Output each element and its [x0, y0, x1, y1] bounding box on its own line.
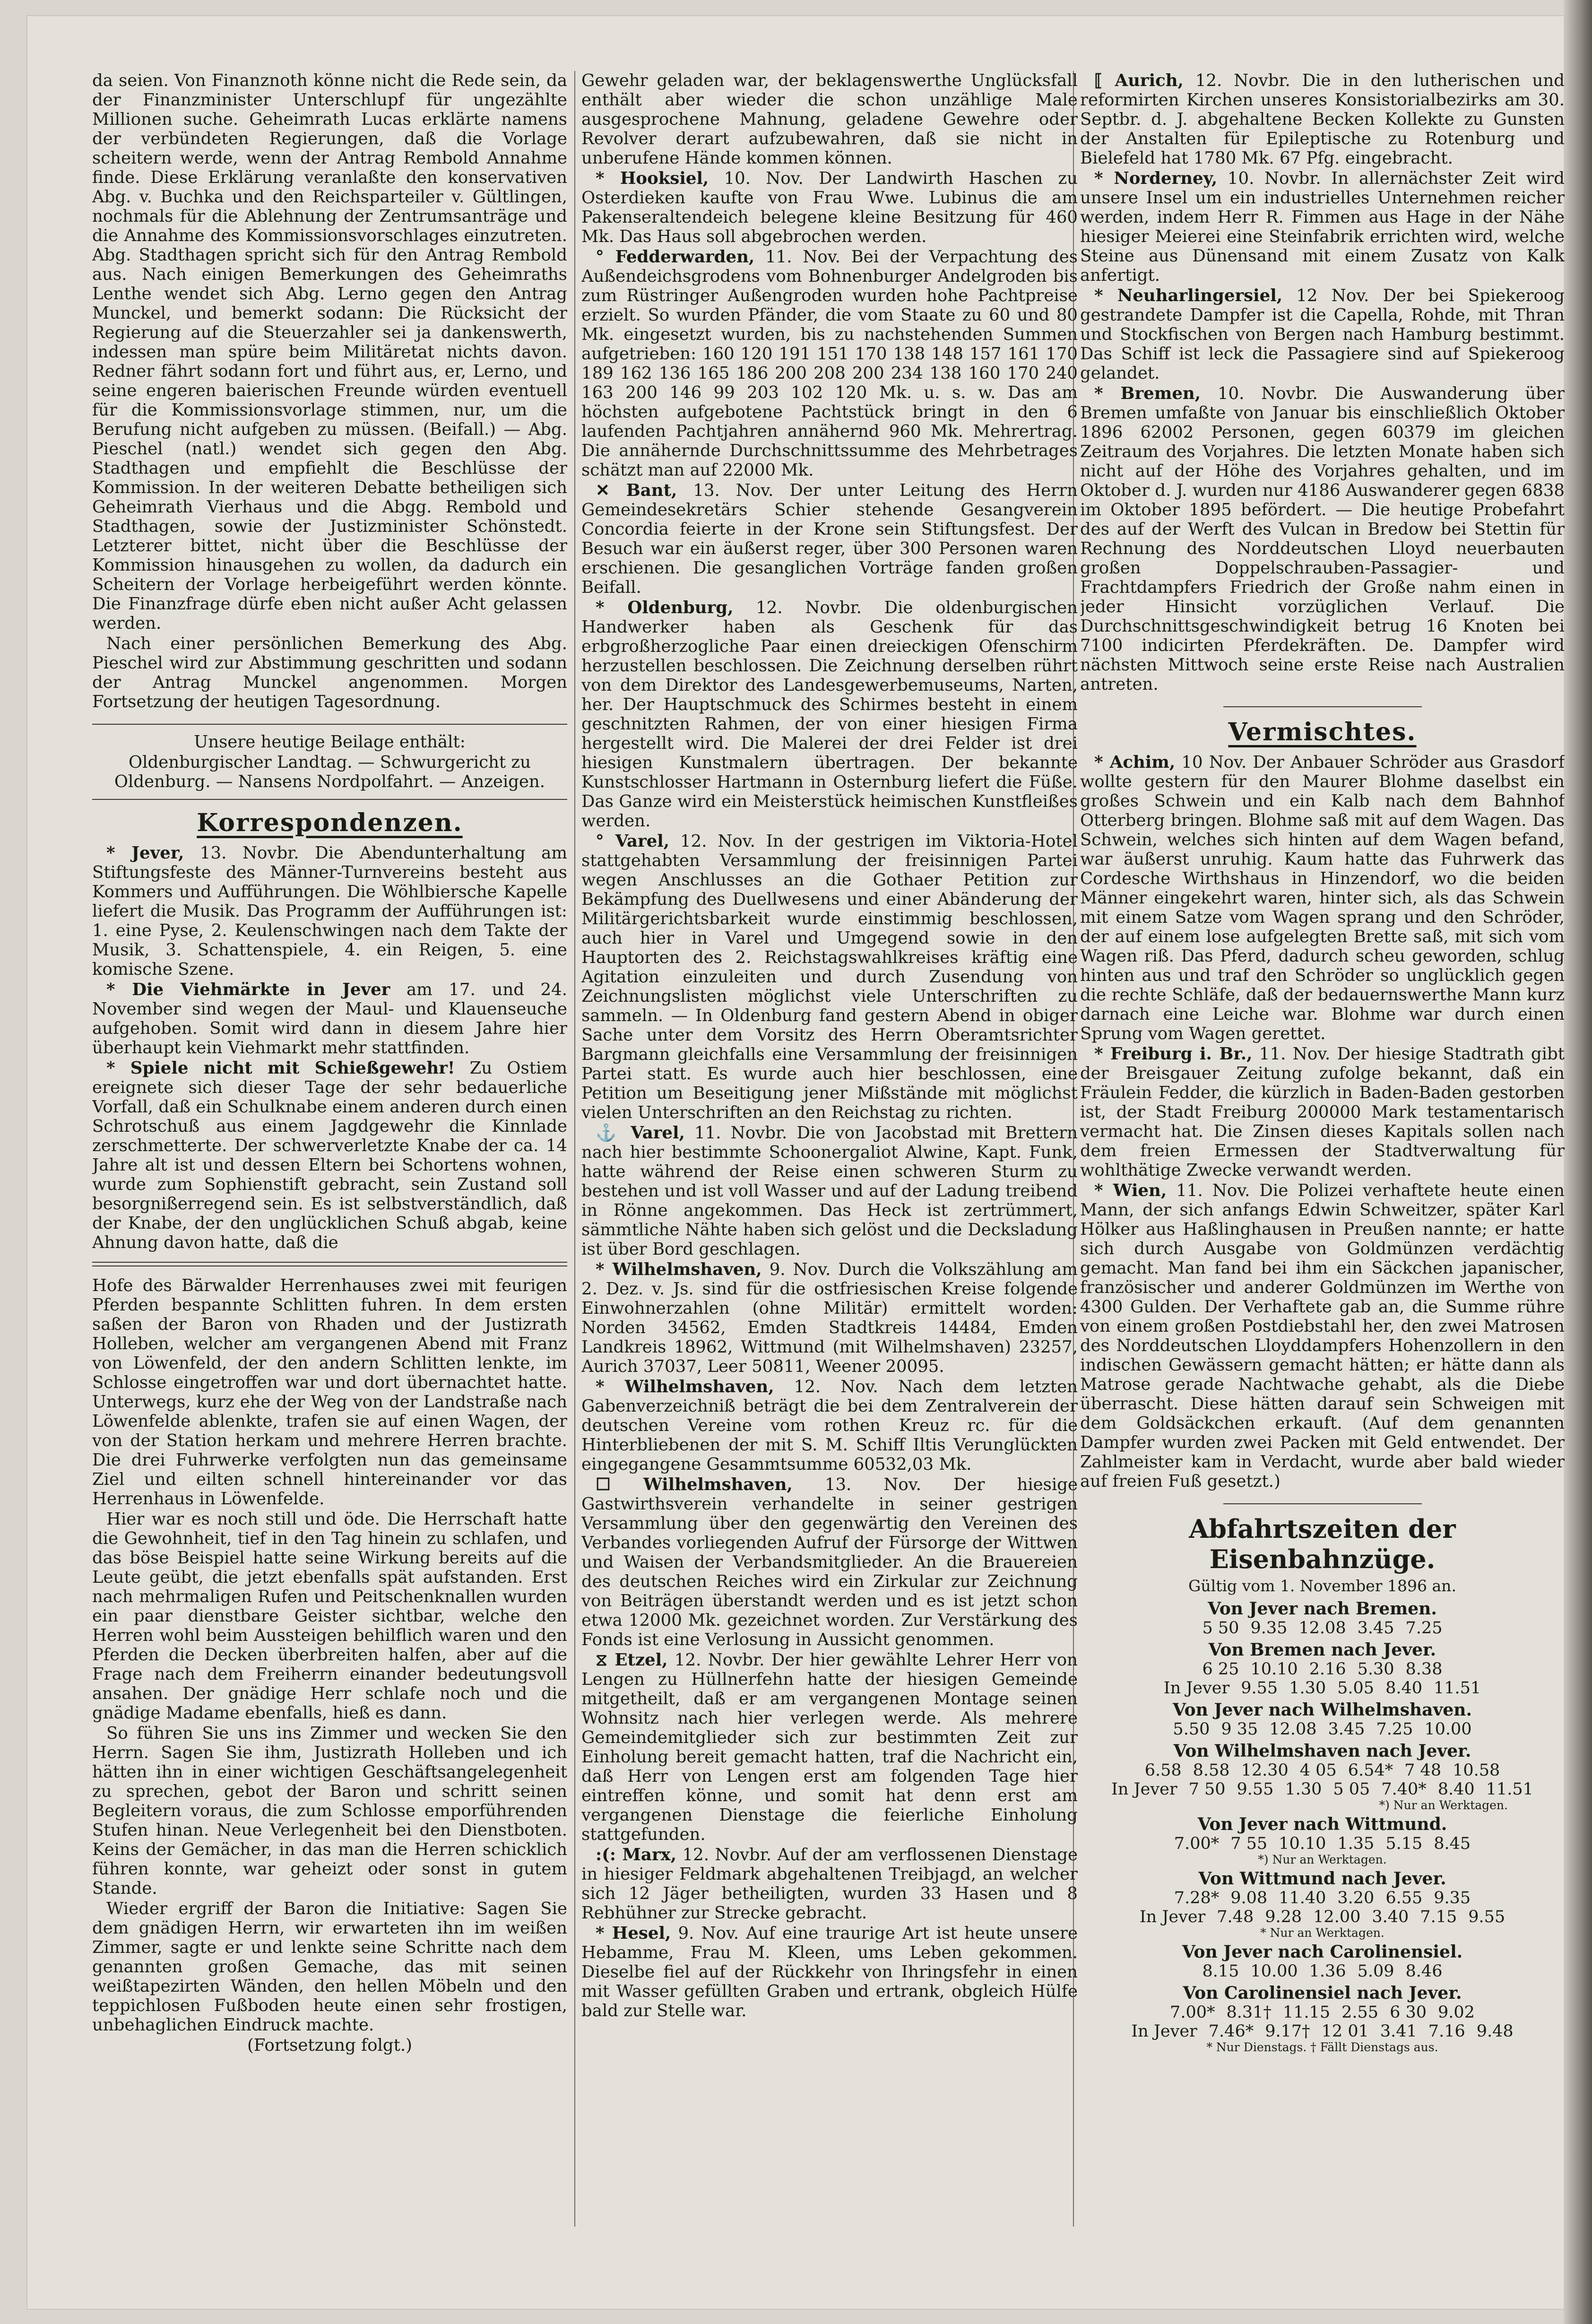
article-text: Gewehr geladen war, der beklagenswerthe Unglücksfall enthält aber wieder die schon unzählige Male ausgesprochene Mahnung, geladene Gewehre oder Revolver derart aufzubewahren, daß sie nicht in unberufene Hände kommen können. [581, 71, 1078, 168]
time-cell: In Jever [1139, 1908, 1206, 1926]
timetable-row [1080, 2022, 1565, 2041]
timetable-row [1080, 1889, 1565, 1908]
section-heading: Korrespondenzen. [197, 808, 463, 837]
route-heading: Von Jever nach Carolinensiel. [1182, 1942, 1463, 1962]
article-text: 12. Novbr. Auf der am verflossenen Dienstage in hiesiger Feldmark abgehaltenen Treibjagd, an welcher sich 12 Jäger betheiligten, wurden 33 Hasen und 8 Rebhühner zur Strecke gebracht. [581, 1845, 1078, 1923]
dateline: * Hesel, [596, 1924, 671, 1943]
timetable-title: Abfahrtszeiten der Eisenbahnzüge. [1189, 1514, 1456, 1574]
article-text: Nach einer persönlichen Bemerkung des Abg. Pieschel wird zur Abstimmung geschritten und sodann der Antrag Munckel angenommen. Morgen Fortsetzung der heutigen Tagesordnung. [92, 634, 567, 711]
article-text: 12. Novbr. Die in den lutherischen und reformirten Kirchen unseres Konsistorialbezirks am 30. Septbr. d. J. abgehaltene Becken Kollekte zu Gunsten der Anstalten für Epileptische zu Rotenburg und Bielefeld hat 1780 Mk. 67 Pfg. eingebracht. [1080, 71, 1565, 168]
time-cell: 10.10 [1250, 1660, 1298, 1679]
dateline: * Oldenburg, [596, 598, 734, 617]
dateline: ⧖ Etzel, [596, 1650, 668, 1670]
dateline: * Spiele nicht mit Schießgewehr! [106, 1058, 455, 1078]
article-text: 10. Novbr. In allernächster Zeit wird unsere Insel um ein industrielles Unternehmen reicher werden, indem Herr R. Fimmen aus Hage in der Nähe hiesiger Meierei eine Steinfabrik errichten wird, welche Steine aus Dünensand mit einem Zusatz von Kalk anfertigt. [1080, 169, 1565, 285]
time-cell: 12.00 [1313, 1908, 1361, 1926]
time-cell: 8.40 [1437, 1780, 1475, 1799]
dateline: ° Fedderwarden, [596, 247, 755, 267]
time-cell: 3.20 [1337, 1889, 1375, 1908]
time-cell: 3.45 [1357, 1619, 1394, 1638]
article-text: 10. Novbr. Die Auswanderung über Bremen umfaßte von Januar bis einschließlich Oktober 1896 62002 Personen, gegen 60379 im gleichen Zeitraum des Vorjahres. Die letzten Monate haben sich nicht auf der Höhe des Vorjahres gehalten, und im Oktober d. J. wurden nur 4186 Auswanderer gegen 6838 im Oktober 1895 befördert. — Die heutige Probefahrt des auf der Werft des Vulcan in Bredow bei Stettin für Rechnung des Norddeutschen Lloyd neuerbauten großen Doppelschrauben-Passagier- und Frachtdampfers Friedrich der Große nahm einen in jeder Hinsicht vorzüglichen Verlauf. Die Durchschnittsgeschwindigkeit betrug 16 Knoten bei 7100 indicirten Pferdekräften. De. Dampfer wird nächsten Mittwoch seine erste Reise nach Australien antreten. [1080, 384, 1565, 694]
article-text: 13. Novbr. Die Abendunterhaltung am Stiftungsfeste des Männer-Turnvereins besteht aus Kommers und Aufführungen. Die Wöhlbiersche Kapelle liefert die Musik. Das Programm der Aufführungen ist: 1. eine Pyse, 2. Keulenschwingen nach dem Takte der Musik, 3. Schattenspiele, 4. ein Reigen, 5. eine komische Szene. [92, 843, 567, 979]
article-text: 11. Nov. Die Polizei verhaftete heute einen Mann, der sich anfangs Edwin Schweitzer, später Karl Hölker aus Haßlinghausen in Preußen nannte; er hatte sich durch Ausgabe von Goldmünzen verdächtig gemacht. Man fand bei ihm ein Säckchen japanischer, französischer und anderer Goldmünzen im Werthe von 4300 Gulden. Der Verhaftete gab an, die Summe rühre von einem großen Postdiebstahl her, den zwei Matrosen des Norddeutschen Lloyddampfers Hohenzollern in den indischen Gewässern gemacht hätten; er hätte dann als Matrose gerade Nachtwache gehabt, als die Diebe überrascht. Diese hätten darauf sein Schweigen mit dem Goldsäckchen erkauft. (Auf dem genannten Dampfer wurden zwei Packen mit Geld entwendet. Der Zahlmeister kam in Verdacht, wurde aber bald wieder auf freien Fuß gesetzt.) [1080, 1181, 1565, 1491]
time-cell: 11.15 [1282, 2003, 1331, 2022]
dateline: ° Varel, [596, 832, 670, 851]
time-cell: 7.46* [1208, 2022, 1254, 2041]
time-cell: In Jever [1163, 1679, 1230, 1698]
time-cell: 9.35 [1250, 1619, 1288, 1638]
time-cell: 12.08 [1269, 1720, 1317, 1739]
time-cell: 11.51 [1486, 1780, 1533, 1799]
time-cell: 4 05 [1299, 1761, 1337, 1780]
time-cell: 5 50 [1202, 1619, 1239, 1638]
timetable-footnote: * Nur Dienstags. † Fällt Dienstags aus. [1206, 2040, 1438, 2054]
time-cell: 7.16 [1428, 2022, 1465, 2041]
divider [92, 724, 567, 725]
time-cell: 9.17† [1265, 2022, 1310, 2041]
time-cell: 12.08 [1298, 1619, 1346, 1638]
time-cell: 9.35 [1434, 1889, 1471, 1908]
time-cell: 9.55 [1468, 1908, 1505, 1926]
time-cell: 10.10 [1279, 1834, 1326, 1853]
time-cell: 7.48 [1217, 1908, 1254, 1926]
time-cell: 1.36 [1309, 1962, 1346, 1981]
novel-text: Wieder ergriff der Baron die Initiative: Sagen Sie dem gnädigen Herrn, wir erwarteten ihn im weißen Zimmer, sagte er und lenkte seine Schritte nach dem genannten großen Gemache, das mit seinen weißtapezirten Wänden, den hellen Möbeln und den teppichlosen Fußboden heute einen sehr frostigen, unbehaglichen Eindruck machte. [92, 1899, 567, 2035]
dateline: ☐ Wilhelmshaven, [596, 1475, 793, 1494]
timetable-row [1080, 2003, 1565, 2022]
time-cell: 9.48 [1476, 2022, 1514, 2041]
time-cell: 5.09 [1357, 1962, 1394, 1981]
time-cell: 6.54* [1348, 1761, 1393, 1780]
article-text: 11. Nov. Bei der Verpachtung des Außendeichsgrodens vom Bohnenburger Andelgroden bis zum Rüstringer Außengroden wurden hohe Pachtpreise erzielt. So wurden Pfänder, die vom Staate zu 60 und 80 Mk. eingesetzt wurden, bis zu nachstehenden Summen aufgetrieben: 160 120 191 151 170 138 148 157 161 170 189 162 136 165 186 200 208 200 234 138 160 170 240 163 200 146 99 203 102 120 Mk. u. s. w. Das am höchsten aufgebotene Pachtstück bringt in den 6 laufenden Pachtjahren annähernd 960 Mk. Mehrertrag. Die annähernde Durchschnittssumme des Mehrbetrages schätzt man auf 22000 Mk. [581, 247, 1078, 480]
time-cell: 5.15 [1385, 1834, 1423, 1853]
time-cell: 10.58 [1453, 1761, 1500, 1780]
time-cell: 2.16 [1309, 1660, 1346, 1679]
time-cell: 7 55 [1230, 1834, 1268, 1853]
timetable-row [1080, 1761, 1565, 1780]
page-edge-shadow [1564, 0, 1592, 2324]
timetable-row [1080, 1908, 1565, 1926]
divider [1223, 706, 1422, 707]
route-heading: Von Jever nach Wittmund. [1197, 1814, 1447, 1834]
time-cell: 6.55 [1385, 1889, 1423, 1908]
time-cell: 11.51 [1434, 1679, 1481, 1698]
time-cell: 5.05 [1337, 1679, 1375, 1698]
time-cell: 8.31† [1226, 2003, 1272, 2022]
time-cell: 12 01 [1321, 2022, 1369, 2041]
article-text: 12. Novbr. Die oldenburgischen Handwerker haben als Geschenk für das erbgroßherzogliche Paar einen dreieckigen Ofenschirm herzustellen beschlossen. Die Zeichnung derselben rührt von dem Direktor des Landesgewerbemuseums, Narten, her. Der Hauptschmuck des Schirmes besteht in einem geschnitzten Rahmen, der von einer hiesigen Firma hergestellt wird. Die Malerei der drei Felder ist drei hiesigen Kunstmalern übertragen. Der bekannte Kunstschlosser Hartmann in Osternburg liefert die Füße. Das Ganze wird ein Meisterstück heimischen Kunstfleißes werden. [581, 598, 1078, 831]
dateline: ⚓ Varel, [596, 1123, 685, 1143]
route-heading: Von Wittmund nach Jever. [1198, 1869, 1446, 1889]
time-cell: 12.30 [1241, 1761, 1289, 1780]
timetable-footnote: *) Nur an Werktagen. [1258, 1853, 1387, 1866]
continuation-note: (Fortsetzung folgt.) [247, 2036, 413, 2055]
time-cell: 5 05 [1333, 1780, 1370, 1799]
section-heading: Vermischtes. [1228, 718, 1417, 746]
time-cell: 6 25 [1202, 1660, 1239, 1679]
route-heading: Von Wilhelmshaven nach Jever. [1173, 1741, 1471, 1761]
time-cell: 7.25 [1405, 1619, 1443, 1638]
route-heading: Von Carolinensiel nach Jever. [1183, 1983, 1462, 2003]
time-cell: 9.55 [1237, 1780, 1274, 1799]
column-1 [92, 71, 567, 2227]
article-text: 13. Nov. Der unter Leitung des Herrn Gemeindesekretärs Schier stehende Gesangverein Concordia feierte in der Krone sein Stiftungsfest. Der Besuch war ein äußerst reger, über 300 Personen waren erschienen. Die gesanglichen Vorträge fanden großen Beifall. [581, 481, 1078, 597]
dateline: * Freiburg i. Br., [1094, 1044, 1253, 1064]
route-heading: Von Jever nach Bremen. [1208, 1599, 1437, 1619]
timetable-row [1080, 1720, 1565, 1739]
article-text: 9. Nov. Auf eine traurige Art ist heute unsere Hebamme, Frau M. Kleen, ums Leben gekommen. Dieselbe fiel auf der Rückkehr von Ihringsfehr in einen mit Wasser gefüllten Graben und ertrank, obgleich Hülfe bald zur Stelle war. [581, 1924, 1078, 2020]
dateline: ✕ Bant, [596, 481, 677, 500]
article-text: Zu Ostiem ereignete sich dieser Tage der sehr bedauerliche Vorfall, daß ein Schulknabe einem anderen durch einen Schrotschuß aus einem Jagdgewehr die Kinnlade zerschmetterte. Der schwerverletzte Knabe der ca. 14 Jahre alt ist und dessen Eltern bei Schortens wohnen, wurde zum Sophienstift gebracht, sein Zustand soll besorgnißerregend sein. Es ist selbstverständlich, daß der Knabe, der den unglücklichen Schuß abgab, keine Ahnung davon hatte, daß die [92, 1058, 567, 1252]
feuilleton-divider [92, 1262, 567, 1266]
railway-timetable [1080, 1514, 1565, 2054]
time-cell: 7 50 [1188, 1780, 1226, 1799]
dateline: * Achim, [1094, 753, 1176, 772]
timetable-row [1080, 1962, 1565, 1981]
timetable-footnote: * Nur an Werktagen. [1260, 1926, 1384, 1940]
article-text: am 17. und 24. November sind wegen der Maul- und Klauenseuche aufgehoben. Somit wird dann in diesem Jahre hier überhaupt kein Viehmarkt mehr stattfinden. [92, 980, 567, 1058]
article-text: 12. Nov. In der gestrigen im Viktoria-Hotel stattgehabten Versammlung der freisinnigen Partei wegen Anschlusses an die Gothaer Petition zur Bekämpfung des Duellwesens und einer Abänderung der Militärgerichtsbarkeit wurde einstimmig beschlossen, auch hier in Varel und Umgegend sowie in den Hauptorten des 2. Reichstagswahlkreises kräftig eine Agitation einzuleiten und durch Zusendung von Zeichnungslisten möglichst viele Unterschriften zu sammeln. — In Oldenburg fand gestern Abend in obiger Sache unter dem Vorsitz des Herrn Oberamtsrichter Bargmann gleichfalls eine Versammlung der freisinnigen Partei statt. Es wurde auch hier beschlossen, eine Petition um Beseitigung jener Mißstände mit möglichst vielen Unterschriften an den Reichstag zu richten. [581, 832, 1078, 1122]
article-text: da seien. Von Finanznoth könne nicht die Rede sein, da der Finanzminister Unterschlupf für ungezählte Millionen suche. Geheimrath Lucas erklärte namens der verbündeten Regierungen, daß die Vorlage scheitern werde, wenn der Antrag Rembold Annahme finde. Diese Erklärung veranlaßte den konservativen Abg. v. Buchka und den Reichsparteiler v. Gültlingen, nochmals für die Ablehnung der Zentrumsanträge und die Annahme des Kommissionsvorschlages einzutreten. Abg. Stadthagen spricht sich für den Antrag Rembold aus. Nach einigen Bemerkungen des Geheimraths Lenthe wendet sich Abg. Lerno gegen den Antrag Munckel, und bemerkt sodann: Die Rücksicht der Regierung auf die Steuerzahler sei ja dankenswerth, indessen man spüre beim Militäretat nichts davon. Redner fährt sodann fort und führt aus, er, Lerno, und seine engeren baierischen Freunde würden eventuell für die Kommissionsvorlage stimmen, nur, um die Berufung nicht aufgeben zu müssen. (Beifall.) — Abg. Pieschel (natl.) wendet sich gegen den Abg. Stadthagen und empfiehlt die Beschlüsse der Kommission. In der weiteren Debatte betheiligen sich Geheimrath Vierhaus und die Abgg. Rembold und Stadthagen, sowie der Justizminister Schönstedt. Letzterer bittet, nicht über die Beschlüsse der Kommission hinausgehen zu wollen, da dadurch ein Scheitern der Vorlage herbeigeführt werden könnte. Die Finanzfrage dürfe eben nicht außer Acht gelassen werden. [92, 71, 567, 633]
time-cell: 11.40 [1279, 1889, 1326, 1908]
article-text: 11. Novbr. Die von Jacobstad mit Brettern nach hier bestimmte Schoonergaliot Alwine, Kapt. Funk, hatte während der Reise einen schweren Sturm zu bestehen und ist voll Wasser und auf der Ladung treibend in Rönne angekommen. Das Heck ist zertrümmert, sämmtliche Nähte haben sich gelöst und die Decksladung ist über Bord geschlagen. [581, 1123, 1078, 1259]
time-cell: 6 30 [1390, 2003, 1427, 2022]
time-cell: 7.15 [1420, 1908, 1457, 1926]
time-cell: 5.30 [1357, 1660, 1394, 1679]
time-cell: 9.55 [1241, 1679, 1278, 1698]
time-cell: 7.28* [1174, 1889, 1220, 1908]
time-cell: 10.00 [1424, 1720, 1472, 1739]
dateline: * Wilhelmshaven, [596, 1377, 774, 1396]
novel-text: Hier war es noch still und öde. Die Herrschaft hatte die Gewohnheit, tief in den Tag hinein zu schlafen, und das böse Beispiel hatte seine Wirkung bereits auf die Leute geübt, die jetzt ebenfalls spät aufstanden. Erst nach mehrmaligen Rufen und Peitschenknallen wurden ein paar dienstbare Geister sichtbar, welche den Herren wohl beim Aussteigen behilflich waren und den Pferden die Decken überbreiten halfen, aber auf die Frage nach dem Freiherrn einander bedeutungsvoll ansahen. Der gnädige Herr schlafe noch und die gnädige Madame ebenfalls, hieß es dann. [92, 1509, 567, 1723]
dateline: ⟦ Aurich, [1094, 71, 1184, 90]
beilage-contents: Oldenburgischer Landtag. — Schwurgericht zu Oldenburg. — Nansens Nordpolfahrt. — Anzeigen. [114, 753, 545, 791]
time-cell: In Jever [1111, 1780, 1177, 1799]
route-heading: Von Bremen nach Jever. [1208, 1640, 1436, 1660]
divider [1223, 1503, 1422, 1504]
article-text: 10. Nov. Der Landwirth Haschen zu Osterdieken kaufte von Frau Wwe. Lubinus die am Pakenseraltendeich belegene kleine Besitzung für 460 Mk. Das Haus soll abgebrochen werden. [581, 169, 1078, 246]
dateline: * Bremen, [1094, 384, 1201, 403]
timetable-validity: Gültig vom 1. November 1896 an. [1188, 1577, 1456, 1595]
time-cell: 9.08 [1230, 1889, 1268, 1908]
timetable-row [1080, 1619, 1565, 1638]
dateline: * Wilhelmshaven, [596, 1260, 762, 1279]
time-cell: 1.35 [1337, 1834, 1375, 1853]
time-cell: In Jever [1131, 2022, 1197, 2041]
novel-text: Hofe des Bärwalder Herrenhauses zwei mit feurigen Pferden bespannte Schlitten fuhren. In dem ersten saßen der Baron von Rhaden und der Justizrath Holleben, welcher am vergangenen Abend mit Franz von Löwenfeld, der den andern Schlitten lenkte, im Schlosse eingetroffen war und dort übernachtet hatte. Unterwegs, kurz ehe der Weg von der Landstraße nach Löwenfelde ablenkte, trafen sie auf einen Wagen, der von der Station herkam und mehrere Herren brachte. Die drei Fuhrwerke verfolgten nun das gemeinsame Ziel und eilten schnell hintereinander vor das Herrenhaus in Löwenfelde. [92, 1276, 567, 1509]
time-cell: 6.58 [1144, 1761, 1182, 1780]
time-cell: 5.50 [1173, 1720, 1210, 1739]
time-cell: 8.45 [1434, 1834, 1471, 1853]
novel-text: So führen Sie uns ins Zimmer und wecken Sie den Herrn. Sagen Sie ihm, Justizrath Holleben und ich hätten ihn in einer wichtigen Geschäftsangelegenheit zu sprechen, gebot der Baron und schritt seinen Begleitern voraus, die zum Schlosse emporführenden Stufen hinan. Neue Verlegenheit bei den Dienstboten. Keins der Gemächer, in das man die Herren schicklich führen konnte, war geheizt oder sonst in gutem Stande. [92, 1724, 567, 1898]
time-cell: 2.55 [1341, 2003, 1379, 2022]
article-text: 13. Nov. Der hiesige Gastwirthsverein verhandelte in seiner gestrigen Versammlung über den gegenwärtig den Vereinen des Verbandes vorliegenden Aufruf der Fürsorge der Wittwen und Waisen der Verbandsmitglieder. An die Brauereien des deutschen Reiches wird ein Zirkular zur Zeichnung von Beiträgen überstandt werden und es ist jetzt schon etwa 12000 Mk. gezeichnet worden. Zur Verstärkung des Fonds ist eine Verlosung in Aussicht genommen. [581, 1475, 1078, 1649]
article-text: 12. Novbr. Der hier gewählte Lehrer Herr von Lengen zu Hüllnerfehn hatte der hiesigen Gemeinde mitgetheilt, daß er am vergangenen Montage seinen Wohnsitz nach hier verlegen werde. Als mehrere Gemeindemitglieder sich zur bestimmten Zeit zur Einholung bereit gemacht hatten, traf die Nachricht ein, daß Herr von Lengen erst am folgenden Tage hier eintreffen könne, und somit hat denn erst am vergangenen Dienstage die feierliche Einholung stattgefunden. [581, 1650, 1078, 1844]
article-text: 10 Nov. Der Anbauer Schröder aus Grasdorf wollte gestern für den Maurer Blohme daselbst ein großes Schwein und ein Kalb nach dem Bahnhof Otterberg bringen. Blohme saß mit auf dem Wagen. Das Schwein, welches sich hinten auf dem Wagen befand, war äußerst unruhig. Kaum hatte das Fuhrwerk das Cordesche Wirthshaus in Hinzendorf, wo die beiden Männer eingekehrt waren, hinter sich, als das Schwein mit einem Satze vom Wagen sprang und den Schröder, der auf einem lose aufgelegten Brette saß, mit sich vom Wagen riß. Das Pferd, dadurch scheu geworden, schlug hinten aus und traf den Schröder so unglücklich gegen die rechte Schläfe, daß der bedauernswerthe Mann kurz darnach eine Leiche war. Blohme war durch einen Sprung vom Wagen gerettet. [1080, 753, 1565, 1043]
dateline: * Hooksiel, [596, 169, 709, 188]
time-cell: 8.38 [1405, 1660, 1443, 1679]
time-cell: 3.45 [1328, 1720, 1365, 1739]
dateline: * Neuharlingersiel, [1094, 286, 1283, 305]
dateline: * Jever, [106, 843, 184, 863]
timetable-row [1080, 1660, 1565, 1679]
divider [92, 799, 567, 800]
time-cell: 3.41 [1380, 2022, 1417, 2041]
article-text: 12. Nov. Nach dem letzten Gabenverzeichniß beträgt die bei dem Zentralverein der deutschen Vereine vom rothen Kreuz rc. für die Hinterbliebenen der mit S. M. Schiff Iltis Verunglückten eingegangene Gesammtsumme 60532,03 Mk. [581, 1377, 1078, 1474]
time-cell: 8.58 [1193, 1761, 1230, 1780]
time-cell: 7.40* [1381, 1780, 1427, 1799]
time-cell: 3.40 [1372, 1908, 1409, 1926]
timetable-row [1080, 1679, 1565, 1698]
column-3 [1080, 71, 1565, 2227]
dateline: * Die Viehmärkte in Jever [106, 980, 390, 999]
time-cell: 8.15 [1202, 1962, 1239, 1981]
time-cell: 7.00* [1170, 2003, 1215, 2022]
timetable-footnote: *) Nur an Werktagen. [1379, 1798, 1508, 1812]
time-cell: 8.46 [1405, 1962, 1443, 1981]
column-rule [574, 71, 575, 2227]
beilage-heading: Unsere heutige Beilage enthält: [194, 732, 466, 752]
column-2 [581, 71, 1078, 2227]
time-cell: 9 35 [1221, 1720, 1258, 1739]
time-cell: 10.00 [1250, 1962, 1298, 1981]
article-text: 12 Nov. Der bei Spiekeroog gestrandete Dampfer ist die Capella, Rohde, mit Thran und Stockfischen von Bergen nach Hamburg bestimmt. Das Schiff ist leck die Passagiere sind auf Spiekeroog gelandet. [1080, 286, 1565, 383]
route-heading: Von Jever nach Wilhelmshaven. [1172, 1700, 1472, 1720]
article-text: 11. Nov. Der hiesige Stadtrath gibt der Breisgauer Zeitung zufolge bekannt, daß ein Fräulein Fedder, die kürzlich in Baden-Baden gestorben ist, der Stadt Freiburg 200000 Mark testamentarisch vermacht hat. Die Zinsen dieses Kapitals sollen nach dem freien Ermessen der Stadtverwaltung für wohlthätige Zwecke verwandt werden. [1080, 1044, 1565, 1180]
time-cell: 7.25 [1376, 1720, 1413, 1739]
dateline: * Wien, [1094, 1181, 1167, 1200]
article-text: 9. Nov. Durch die Volkszählung am 2. Dez. v. Js. sind für die ostfriesischen Kreise folgende Einwohnerzahlen (ohne Militär) ermittelt worden: Norden 34562, Emden Stadtkreis 14484, Emden Landkreis 18962, Wittmund (mit Wilhelmshaven) 23257, Aurich 37037, Leer 50811, Weener 20095. [581, 1260, 1078, 1376]
time-cell: 7 48 [1404, 1761, 1442, 1780]
dateline: :(: Marx, [596, 1845, 677, 1864]
dateline: * Norderney, [1094, 169, 1218, 188]
time-cell: 7.00* [1174, 1834, 1220, 1853]
time-cell: 9.02 [1438, 2003, 1475, 2022]
time-cell: 1.30 [1285, 1780, 1322, 1799]
time-cell: 8.40 [1385, 1679, 1422, 1698]
timetable-row [1080, 1780, 1565, 1799]
time-cell: 9.28 [1265, 1908, 1302, 1926]
time-cell: 1.30 [1289, 1679, 1326, 1698]
timetable-row [1080, 1834, 1565, 1853]
